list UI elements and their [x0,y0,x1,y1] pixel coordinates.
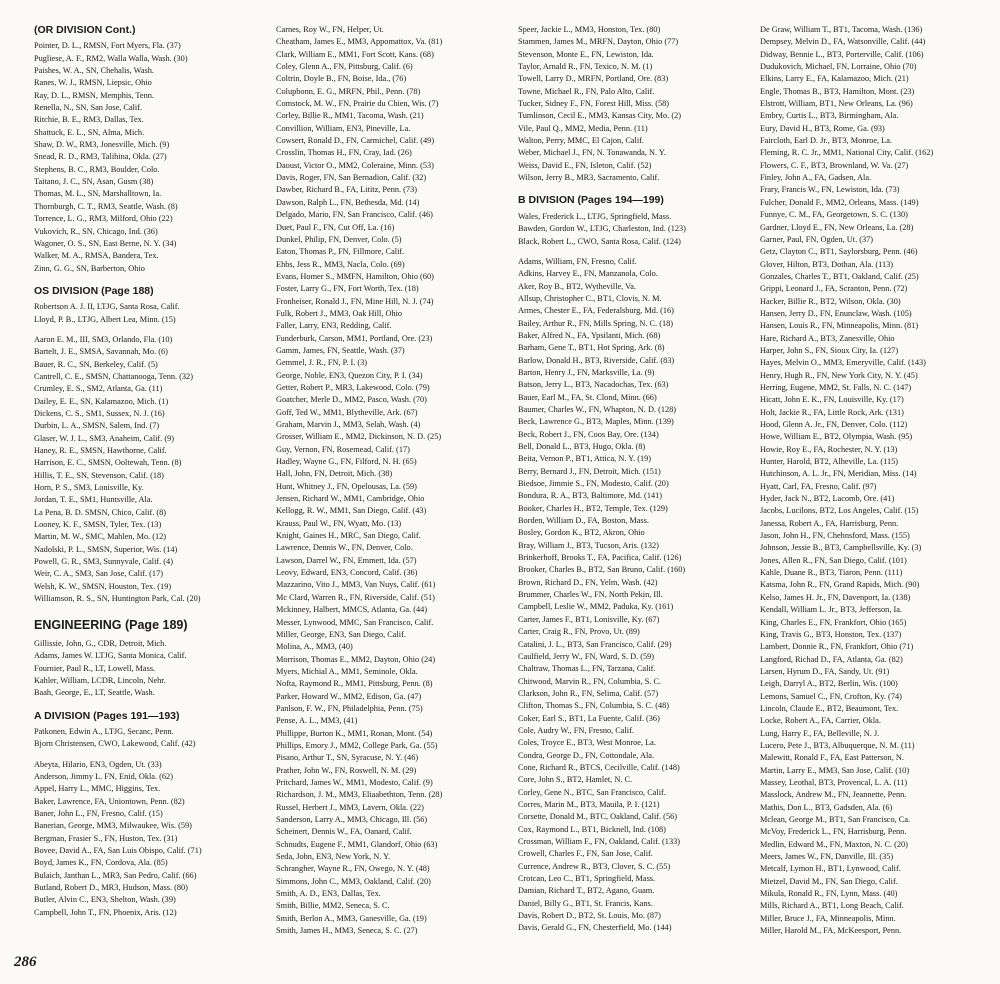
roster-entry: Core, John S., BT2, Hamlet, N. C. [518,775,633,785]
roster-entry: Bailey, Arthur R., FN, Mills Spring, N. C. (18) [518,318,674,328]
roster-entry: Fronheiser, Ronald J., FN, Mine Hill, N. J. (74) [276,296,434,306]
roster-entry: Comstock, M. W., FN, Prairie du Chien, Wis. (7) [276,99,439,109]
roster-entry: Didway, Bennie L., BT3, Porterville, Calif. (106) [760,49,924,59]
roster-entry: Coltrin, Doyle B., FN, Boise, Ida., (76) [276,74,407,84]
roster-entry: Seda, John, EN3, New York, N. Y. [276,852,391,862]
roster-entry: Pugliese, A. F., RM2, Walla Walla, Wash. (30) [34,53,188,63]
roster-entry: Miller, Bruce J., FA, Minneapolis, Minn. [760,913,896,923]
roster-entry: Taylor, Arnald R., FN, Texico, N. M. (1) [518,62,653,72]
roster-entry: Fournier, Paul R., LT, Lowell, Mass. [34,663,156,673]
roster-entry: Snead, R. D., RM3, Talihina, Okla. (27) [34,152,167,162]
roster-entry: Bondura, R. A., BT3, Baltimore, Md. (141) [518,491,663,501]
roster-entry: Grippi, Leonard J., FA, Scranton, Penn. (72) [760,284,908,294]
roster-entry: Grosser, William E., MM2, Dickinson, N. D. (25) [276,432,442,442]
roster-entry: Weber, Michael J., FN, N. Tonawanda, N. Y. [518,148,666,158]
roster-entry: Flowers, C. F., BT3, Brownland, W. Va. (27) [760,160,909,170]
roster-entry: Barlow, Donald H., BT3, Riverside, Calif. (83) [518,355,675,365]
roster-entry: Wagoner, O. S., SN, East Berne, N. Y. (34) [34,238,177,248]
roster-entry: Mathis, Don L., BT3, Gadsden, Ala. (6) [760,802,893,812]
roster-entry: Cowsert, Ronald D., FN, Carmichel, Calif. (49) [276,136,435,146]
roster-entry: Knight, Gaines H., MRC, San Diego, Calif. [276,531,421,541]
roster-entry: Shattuck, E. L., SN, Alma, Mich. [34,127,145,137]
roster-entry: Currence, Andrew R., BT3, Clover, S. C. (55) [518,861,671,871]
roster-entry: Frary, Francis W., FN, Lewiston, Ida. (73) [760,185,900,195]
roster-entry: George, Noble, EN3, Quezon City, P. I. (34) [276,370,423,380]
roster-entry: Taitano, J. C., SN, Asan, Gusm (38) [34,177,154,187]
roster-entry: Henry, Hugh R., FN, New York City, N. Y. (45) [760,370,918,380]
roster-entry: Mills, Richard A., BT1, Long Beach, Calif. [760,901,904,911]
roster-entry: Jones, Allen R., FN, San Diego, Calif. (101) [760,555,907,565]
roster-entry: Hood, Glenn A. Jr., FN, Denver, Colo. (112) [760,420,908,429]
roster-entry: Miller, Harold M., FA, McKeesport, Penn. [760,926,902,936]
spacer [518,248,758,256]
roster-entry: Johnson, Jessie B., BT3, Campbellsville, Ky. (3) [760,543,922,553]
roster-entry: Aaron E. M., III, SM3, Orlando, Fla. (10) [34,334,173,344]
roster-entry: Clark, William E., MM1, Fort Scott, Kans. (68) [276,49,434,59]
roster-entry: Coles, Troyce E., BT3, West Monroe, La. [518,738,656,748]
roster-entry: Carter, James F., BT1, Lonisville, Ky. (67) [518,614,660,624]
roster-entry: Cantrell, C. E., SMSN, Chattanooga, Tenn. (32) [34,371,193,381]
roster-entry: Katsma, John R., FN, Grand Rapids, Mich. (90) [760,580,920,590]
roster-entry: Fleming, R. C. Jr., MM1, National City, Calif. (162) [760,148,934,158]
roster-entry: Carnes, Roy W., FN, Helper, Ut. [276,25,384,34]
roster-entry: Tucker, Sidney F., FN, Forest Hill, Miss. (58) [518,99,670,109]
roster-entry: Howe, William E., BT2, Olympia, Wash. (95) [760,432,913,442]
roster-entry: Wilson, Jerry B., MR3, Sacramento, Calif. [518,173,660,183]
roster-entry: Corley, Billie R., MM1, Tacoma, Wash. (21) [276,111,424,121]
roster-entry: Finley, John A., FA, Gadsen, Ala. [760,173,872,183]
roster-entry: Hunter, Harold, BT2, Alheville, La. (115) [760,457,899,467]
roster-entry: Hyder, Jack N., BT2, Lacomb, Ore. (41) [760,494,895,504]
roster-entry: Haney, R. E., SMSN, Hawthorne, Calif. [34,446,167,455]
roster-entry: Robertson A. J. II, LTJG, Santa Rosa, Calif. [34,302,180,312]
roster-entry: Lambert, Donnie R., FN, Frankfort, Ohio (71) [760,642,914,652]
roster-entry: Thomas, M. L., SN, Marshalltown, Ia. [34,189,162,199]
roster-entry: Walker, M. A., RMSA, Bandera, Tex. [34,251,159,261]
roster-entry: Hunt, Whitney J., FN, Opelousas, La. (59) [276,481,417,491]
roster-entry: Thornburgh, C. T., RM3, Seattle, Wash. (8) [34,201,178,211]
roster-entry: Condra, George D., FN, Cottondale, Ala. [518,750,655,760]
roster-entry: Cheatham, James E., MM3, Appomattox, Va. (81) [276,37,443,47]
roster-entry: Glaser, W. J. L., SM3, Anaheim, Calif. (9) [34,433,175,443]
roster-entry: Paishes, W. A., SN, Chehalis, Wash. [34,66,154,76]
roster-entry: Jordan, T. E., SM1, Huntsville, Ala. [34,495,153,505]
roster-entry: De Graw, William T., BT1, Tacoma, Wash. (136) [760,25,923,34]
roster-entry: Pritchard, James W., MM1, Modesto, Calif. (9) [276,777,433,787]
roster-entry: Stevenson, Monte E., FN, Lewiston, Ida. [518,49,654,59]
roster-entry: Adams, William, FN, Fresno, Calif. [518,256,637,266]
roster-entry: Faller, Larry, EN3, Redding, Calif. [276,321,392,331]
section-heading: OS DIVISION (Page 188) [34,284,154,297]
roster-entry: Nadolski, P. L., SMSN, Superior, Wis. (14) [34,544,178,554]
spacer [34,751,274,759]
roster-entry: Caulfield, Jerry W., FN, Ward, S. D. (59) [518,651,655,661]
roster-entry: Richardson, J. M., MM3, Eliaabethton, Tenn. (28) [276,790,443,800]
roster-entry: La Pena, B. D. SMSN, Chico, Calif. (8) [34,507,167,517]
roster-entry: Beck, Lawrence G., BT3, Maples, Minn. (139) [518,417,674,427]
roster-entry: King, Travis G., BT3, Honston, Tex. (137) [760,629,902,639]
roster-entry: Howie, Roy E., FA, Rochester, N. Y. (13) [760,444,898,454]
roster-entry: Foster, Larry G., FN, Fort Worth, Tex. (18) [276,284,419,294]
roster-entry: Morrison, Thomas E., MM2, Dayton, Ohio (24) [276,654,436,664]
roster-entry: Hansen, Louis R., FN, Minneapolis, Minn. (81) [760,321,919,331]
roster-entry: Cole, Audry W., FN, Fresno, Calif. [518,725,634,735]
roster-entry: Funderburk, Carson, MM1, Portland, Ore. (23) [276,333,433,343]
roster-entry: Baker, Lawrence, FA, Uniontown, Penn. (82) [34,796,185,806]
roster-entry: Chitwood, Marvin R., FN, Columbia, S. C. [518,676,662,686]
roster-entry: Mikula, Ronald R., FN, Lynn, Mass. (40) [760,889,898,899]
roster-entry: Speer, Jackie L., MM3, Honston, Tex. (80) [518,25,661,34]
roster-entry: Pointer, D. L., RMSN, Fort Myers, Fla. (37) [34,41,181,51]
roster-entry: Schnudts, Eugene F., MM1, Glandorf, Ohio (63) [276,839,438,849]
roster-entry: Fulcher, Donald F., MM2, Orleans, Mass. (149) [760,197,919,207]
roster-entry: Duet, Paul F., FN, Cut Off, La. (16) [276,222,395,232]
section-heading: ENGINEERING (Page 189) [34,618,188,633]
roster-entry: Nofta, Raymond R., MM1, Pittsburg, Penn. (8) [276,679,433,689]
roster-entry: Cox, Raymond L., BT1, Bicknell, Ind. (108) [518,824,666,834]
roster-entry: Bergman, Frasier S., FN, Huston, Tex. (31) [34,833,178,843]
roster-entry: Adams, James W. LTJG, Santa Monica, Calif. [34,651,187,661]
roster-entry: Daniel, Billy G., BT1, St. Francis, Kans. [518,898,653,908]
roster-entry: Looney, K. F., SMSN, Tyler, Tex. (13) [34,520,162,530]
roster-entry: Hyatt, Carl, FA, Fresno, Calif. (97) [760,481,877,491]
roster-entry: Harrison, E. C., SMSN, Ooltewah, Tenn. (8) [34,458,182,468]
roster-entry: Shaw, D. W., RM3, Jonesville, Mich. (9) [34,140,170,150]
roster-entry: Butler, Alvin C., EN3, Shelton, Wash. (39) [34,895,176,905]
roster-entry: Boyd, James K., FN, Cordova, Ala. (85) [34,858,168,868]
roster-entry: Ehbs, Jess R., MM3, Nacla, Colo. (69) [276,259,405,269]
roster-entry: Parker, Howard W., MM2, Edison, Ga. (47) [276,691,422,701]
roster-entry: Glover, Hilton, BT3, Dothan, Ala. (113) [760,259,894,269]
roster-entry: Dailey, E. E., SN, Kalamazoo, Mich. (1) [34,396,169,406]
roster-entry: Dunkel, Philip, FN, Denver, Colo. (5) [276,234,402,244]
roster-entry: Walton, Perry, MMC, El Cajon, Calif. [518,136,645,146]
roster-entry: Krauss, Paul W., FN, Wyatt, Mo. (13) [276,518,402,528]
roster-entry: Evans, Homer S., MMFN, Hamilton, Ohio (60) [276,271,434,281]
roster-entry: Phillippe, Burton K., MM1, Ronan, Mont. (54) [276,728,433,738]
roster-entry: Allsup, Christopher C., BT1, Clovis, N. M. [518,293,662,303]
section-heading: (OR DIVISION Cont.) [34,24,136,36]
roster-entry: Eury, David H., BT3, Rome, Ga. (93) [760,123,885,133]
roster-entry: Smith, Billie, MM2, Seneca, S. C. [276,901,390,911]
roster-entry: Campbell, Leslie W., MM2, Paduka, Ky. (161) [518,602,674,612]
roster-entry: Gillissie, John, G., CDR, Detroit, Mich. [34,638,167,648]
roster-entry: Hillis, T. E., SN, Stevenson, Calif. (18) [34,470,164,480]
roster-entry: Adkins, Harvey E., FN, Manzanola, Colo. [518,269,658,279]
roster-entry: Bjorn Christensen, CWO, Lakewood, Calif. (42) [34,739,196,749]
roster-entry: Kellogg, R. W., MM1, San Diego, Calif. (43) [276,506,427,516]
column-4 [760,24,976,954]
roster-entry: Bulaich, Janthan L., MR3, San Pedro, Calif. (66) [34,870,197,880]
roster-entry: Getter, Robert P., MR3, Lakewood, Colo. (79) [276,382,430,392]
roster-entry: Jacobs, Lucilons, BT2, Los Angeles, Calif. (15) [760,506,919,516]
roster-entry: Baumer, Charles W., FN, Whapton, N. D. (128) [518,404,677,414]
roster-entry: Lloyd, P. B., LTJG, Albert Lea, Minn. (15) [34,314,176,324]
roster-entry: Phillips, Emory J., MM2, College Park, Ga. (55) [276,740,438,750]
roster-entry: Getz, Clayton C., BT1, Saylorsburg, Penn. (46) [760,247,918,257]
roster-entry: Bosley, Gordon K., BT2, Akron, Ohio [518,528,645,538]
roster-entry: Durbin, L. A., SMSN, Salem, Ind. (7) [34,421,160,431]
roster-entry: Borden, William D., FA, Boston, Mass. [518,516,649,526]
roster-entry: Stephens, B. C., RM3, Boulder, Colo. [34,164,160,174]
roster-entry: Baah, George, E., LT, Seattle, Wash. [34,688,155,698]
roster-entry: Vukovich, R., SN, Chicago, Ind. (36) [34,226,158,236]
roster-entry: Barham, Gene T., BT1, Hot Spring, Ark. (8) [518,343,665,353]
roster-entry: Dempsey, Melvin D., FA, Watsonville, Calif. (44) [760,37,926,47]
roster-entry: Banerian, George, MM3, Milwaukee, Wis. (59) [34,821,192,831]
roster-entry: Hutchinson, A. L. Jr., FN, Meridian, Miss. (14) [760,469,917,479]
roster-entry: Smith, A. D., EN3, Dallas, Tex. [276,889,381,899]
roster-entry: Engle, Thomas B., BT3, Hamilton, Mont. (23) [760,86,915,96]
roster-entry: Hacker, Billie R., BT2, Wilson, Okla. (30) [760,296,901,306]
roster-entry: Langford, Richad D., FA, Atlanta, Ga. (82) [760,654,903,664]
roster-entry: Clifton, Thomas S., FN, Columbia, S. C. (48) [518,701,670,711]
roster-entry: Smith, James H., MM3, Seneca, S. C. (27) [276,926,418,936]
roster-entry: Lung, Harry F., FA, Belleville, N. J. [760,728,880,738]
roster-entry: Medlin, Edward M., FN, Maxton, N. C. (20) [760,839,908,849]
directory-page [34,24,974,954]
roster-entry: Hadley, Wayne G., FN, Filford, N. H. (65) [276,457,417,467]
roster-entry: Mclean, George M., BT1, San Francisco, Ca. [760,815,911,824]
roster-entry: Brinkerhoff, Brooks T., FA, Pacifica, Calif. (126) [518,553,682,563]
roster-entry: Hall, John, FN, Detroit, Mich. (38) [276,469,393,479]
roster-entry: Leovy, Edward, EN3, Concord, Calif. (36) [276,568,418,578]
roster-entry: Anderson, Jimmy L. FN, Enid, Okla. (62) [34,771,173,781]
roster-entry: Simmons, John C., MM3, Oakland, Calif. (20) [276,876,431,886]
roster-entry: Goatcher, Merle D., MM2, Pasco, Wash. (70) [276,395,427,405]
roster-entry: Scheinert, Dennis W., FA, Oanard, Calif. [276,827,412,837]
roster-entry: Williamson, R. S., SN, Huntington Park, Cal. (20) [34,594,201,604]
roster-entry: Welsh, K. W., SMSN, Houston, Tex. (19) [34,581,172,591]
roster-entry: Davis, Roger, FN, San Bernadion, Calif. (32) [276,173,427,183]
section-heading: A DIVISION (Pages 191—193) [34,709,180,722]
roster-entry: Martin, M. W., SMC, Mahlen, Mo. (12) [34,532,167,542]
roster-entry: Chaltraw, Thomas L., FN, Tarzana, Calif. [518,664,656,674]
roster-entry: Aker, Roy B., BT2, Wytheville, Va. [518,281,637,291]
roster-entry: Kelso, James H. Jr., FN, Davenport, Ia. (138) [760,592,911,602]
roster-entry: Hayes, Melvin O., MM3, Emeryville, Calif. (143) [760,358,926,368]
roster-entry: Towne, Michael R., FN, Palo Alto, Calif. [518,86,655,96]
roster-entry: Holt, Jackie R., FA, Little Rock, Ark. (131) [760,407,904,417]
roster-entry: Convillion, William, EN3, Pineville, La. [276,123,411,133]
roster-entry: Miller, George, EN3, San Diego, Calif. [276,629,406,639]
roster-entry: Abeyta, Hilario, EN3, Ogden, Ut. (33) [34,759,162,769]
roster-entry: Torrence, L. G., RM3, Milford, Ohio (22) [34,214,173,224]
roster-entry: Pense, A. L., MM3, (41) [276,716,358,726]
roster-entry: Malewitt, Ronald F., FA, East Patterson, N. [760,753,904,763]
roster-entry: Embry, Curtis L., BT3, Birmingham, Ala. [760,111,899,121]
roster-entry: Gamm, James, FN, Seattle, Wash. (37) [276,345,405,355]
roster-entry: Jason, John H., FN, Chehnsford, Mass. (155) [760,531,910,541]
roster-entry: Metcalf, Lymon H., BT1, Lynwood, Calif. [760,864,901,874]
roster-entry: Bauer, Earl M., FA, St. Clond, Minn. (66) [518,392,657,402]
roster-entry: Kahle, Duane R., BT3, Tiaron, Penn. (111) [760,568,903,578]
roster-entry: Weir, C. A., SM3, San Jose, Calif. (17) [34,569,163,579]
roster-entry: Hansen, Jerry D., FN, Enunclaw, Wash. (105) [760,308,912,318]
roster-entry: Sanderson, Larry A., MM3, Chicago, Ill. (56) [276,815,428,824]
roster-entry: Dudukovich, Michael, FN, Lorraine, Ohio (70) [760,62,917,72]
roster-entry: Renella, N., SN, San Jose, Calif. [34,103,143,113]
roster-entry: Gonzales, Charles T., BT1, Oakland, Calif. (25) [760,271,919,281]
roster-entry: Crowell, Charles F., FN, San Jose, Calif. [518,849,653,859]
roster-entry: Barton, Henry J., FN, Marksville, La. (9) [518,367,655,377]
roster-entry: Russel, Herbert J., MM3, Lavern, Okla. (22) [276,802,424,812]
roster-entry: Lucero, Pete J., BT3, Albuquerque, N. M. (11) [760,740,915,750]
roster-entry: Crosslin, Thomas H., FN, Cray, Iad. (26) [276,148,412,158]
roster-entry: Colupbonn, E. G., MRFN, Phil., Penn. (78) [276,86,421,96]
page-number: 286 [14,954,37,970]
roster-entry: Eaton, Thomas P., FN, Fillmore, Calif. [276,247,405,257]
roster-entry: Brummer, Charles W., FN, North Pekin, Ill. [518,590,663,600]
column-1 [34,24,274,954]
roster-entry: Locke, Robert A., FA, Carrier, Okla. [760,716,881,726]
roster-entry: Elkins, Larry E., FA, Kalamazoo, Mich. (21) [760,74,909,84]
roster-entry: Guy, Vernon, FN, Rosemead, Calif. (17) [276,444,410,454]
roster-entry: Baner, John L., FN, Fresno, Calif. (15) [34,808,163,818]
roster-entry: Armes, Chester E., FA, Federalsburg, Md. (16) [518,306,674,316]
roster-entry: Herring, Eugene, MM2, St. Falls, N. C. (147) [760,382,912,392]
roster-entry: Crossman, William F., FN, Oakland, Calif. (133) [518,837,681,846]
roster-entry: Weiss, David E., FN, Isleton, Calif. (52) [518,160,652,170]
roster-entry: Lemons, Samuel C., FN, Crofton, Ky. (74) [760,691,902,701]
roster-entry: Mc Clard, Warren R., FN, Riverside, Calif. (51) [276,592,435,602]
roster-entry: Lawrence, Dennis W., FN, Denver, Colo. [276,543,413,553]
roster-entry: Horn, P. S., SM3, Lonisville, Ky. [34,483,144,493]
roster-entry: Damian, Richard T., BT2, Agano, Guam. [518,886,655,896]
roster-entry: Schrangher, Wayne R., FN, Owego, N. Y. (48) [276,864,430,874]
roster-entry: Catalini, J. L., BT3, San Francisco, Calif. (29) [518,639,672,649]
roster-entry: Crumley, E. S., SM2, Atlanta, Ga. (11) [34,384,163,394]
roster-entry: Biedsoe, Jimmie S., FN, Modesto, Calif. (20) [518,479,669,489]
roster-entry: Batson, Jerry L., BT3, Nacadochas, Tex. (63) [518,380,669,390]
roster-entry: Panlson, F. W., FN, Philadelphia, Penn. (75) [276,703,423,713]
roster-entry: Clarkson, John R., FN, Selima, Calif. (57) [518,688,659,698]
column-3 [518,24,758,954]
roster-entry: Corres, Marin M., BT3, Mauila, P. I. (121) [518,799,660,809]
roster-entry: Mietzel, David M., FN, San Diego, Calif. [760,876,898,886]
roster-entry: Prather, John W., FN, Roswell, N. M. (29) [276,765,417,775]
roster-entry: Carter, Craig R., FN, Provo, Ut. (89) [518,627,640,637]
roster-entry: Smith, Berlon A., MM3, Ganesville, Ga. (19) [276,913,427,923]
roster-entry: McVoy, Frederick L., FN, Harrisburg, Penn. [760,827,907,837]
roster-entry: Graham, Marvin J., MM3, Selah, Wash. (4) [276,420,421,429]
roster-entry: Mazzarino, Vito J., MM3, Van Nuys, Calif. (61) [276,580,436,590]
roster-entry: Janessa, Robert A., FA, Harrisburg, Penn. [760,518,899,528]
roster-entry: Bray, William J., BT3, Tucson, Aris. (132) [518,540,659,550]
roster-entry: Davis, Gerald G., FN, Chesterfield, Mo. (144) [518,923,672,933]
roster-entry: Tumlinson, Cecil E., MM3, Kansas City, Mo. (2) [518,111,682,121]
roster-entry: Hare, Richard A., BT3, Zanesville, Ohio [760,333,895,343]
roster-entry: Bauer, R. C., SN, Berkeley, Calif. (5) [34,359,158,369]
roster-entry: Crotcan, Leo C., BT1, Springfield, Mass. [518,874,656,884]
roster-entry: Wales, Frederick L., LTJG, Springfield, Mass. [518,211,672,221]
roster-entry: Harper, John S., FN, Sioux City, Ia. (127) [760,345,899,355]
roster-entry: Elstrott, William, BT1, New Orleans, La. (96) [760,99,913,109]
roster-entry: Larsen, Hyrum D., FA, Sandy, Ut. (91) [760,666,890,676]
roster-entry: Ranes, W. J., RMSN, Liepsic, Ohio [34,78,152,88]
roster-entry: Myers, Michial A., MM1, Seminole, Okla. [276,666,418,676]
roster-entry: Delgado, Mario, FN, San Francisco, Calif. (46) [276,210,433,220]
roster-entry: Garner, Paul, FN, Ogden, Ut. (37) [760,234,874,244]
roster-entry: Vile, Paul Q., MM2, Media, Penn. (11) [518,123,648,133]
roster-entry: Masslock, Andrew M., FN, Jeannette, Penn. [760,790,907,800]
roster-entry: Beck, Robert J., FN, Coos Bay, Ore. (134) [518,429,659,439]
roster-entry: Baker, Alfred N., FA, Ypsilanti, Mich. (68) [518,330,661,340]
roster-entry: Towell, Larry D., MRFN, Portland, Ore. (83) [518,74,669,84]
roster-entry: Appel, Harry L., MMC, Higgins, Tex. [34,784,161,794]
roster-entry: Dickens, C. S., SM1, Sussex, N. J. (16) [34,408,165,418]
roster-entry: Stammen, James M., MRFN, Dayton, Ohio (77) [518,37,679,47]
roster-entry: Fulk, Robert J., MM3, Oak Hill, Ohio [276,308,403,318]
roster-entry: Dawber, Richard B., FA, Lititz, Penn. (73) [276,185,417,195]
roster-entry: Coley, Glenn A., FN, Pittsburg, Calif. (6) [276,62,413,72]
roster-entry: Kahler, William, LCDR, Lincoln, Nehr. [34,675,166,685]
roster-entry: Pisano, Arthur T., SN, Syracuse, N. Y. (46) [276,753,419,763]
roster-entry: King, Charles E., FN, Frankfort, Ohio (165) [760,617,907,627]
roster-entry: Bell, Donald L., BT3, Hugo, Okla. (8) [518,442,646,451]
roster-entry: Martin, Larry E., MM3, San Jose, Calif. (10) [760,765,910,775]
roster-entry: Campbell, John T., FN, Phoenix, Aris. (12) [34,907,177,917]
roster-entry: Brown, Richard D., FN, Yelm, Wash. (42) [518,577,658,587]
roster-entry: Bovee, David A., FA, San Luis Obispo, Calif. (71) [34,845,202,855]
roster-entry: Butland, Robert D., MR3, Hudson, Mass. (80) [34,883,188,892]
roster-entry: Ritchie, B. E., RM3, Dallas, Tex. [34,115,144,125]
section-heading: B DIVISION (Pages 194—199) [518,194,664,207]
roster-entry: Molina, A., MM3, (40) [276,642,353,652]
roster-entry: Davis, Robert D., BT2, St. Louis, Mo. (87) [518,911,661,921]
roster-entry: Lincoln, Claude E., BT2, Beaumont, Tex. [760,703,899,713]
roster-entry: Dawson, Ralph L., FN, Bethesda, Md. (14) [276,197,420,207]
roster-entry: Bawden, Gordon W., LTJG, Charleston, Ind. (123) [518,224,686,234]
roster-entry: Daoust, Victor O., MM2, Coleraine, Minn. (53) [276,160,434,170]
roster-entry: Leigh, Darryl A., BT2, Berlin, Wis. (100) [760,679,898,689]
roster-entry: Messer, Lynwood, MMC, San Francisco, Calif. [276,617,434,627]
roster-entry: Jensen, Richard W., MM1, Cambridge, Ohio [276,494,425,504]
roster-entry: Cone, Richard R., BTCS, Cecilville, Calif. (148) [518,762,680,772]
roster-entry: Gardner, Lloyd E., FN, New Orleans, La. (28) [760,222,914,232]
roster-entry: Bartelt, J. E., SMSA, Savannah, Mo. (6) [34,347,168,357]
roster-entry: Ray, D. L., RMSN, Memphis, Tenn. [34,90,154,100]
roster-entry: Black, Robert L., CWO, Santa Rosa, Calif. (124) [518,236,681,246]
roster-entry: Goff, Ted W., MM1, Blytheville, Ark. (67) [276,407,418,417]
roster-entry: Powell, G. R., SM3, Sunnyvale, Calif. (4) [34,557,173,567]
roster-entry: Mckinney, Halbert, MMCS, Atlanta, Ga. (44) [276,605,428,615]
roster-entry: Beita, Vernon P., BT1, Attica, N. Y. (19) [518,454,652,464]
roster-entry: Coker, Earl S., BT1, La Fuente, Calif. (36) [518,713,660,723]
roster-entry: Hicatt, John E. K., FN, Louisville, Ky. (17) [760,395,904,405]
roster-entry: Corley, Gene N., BTC, San Francisco, Calif. [518,787,666,797]
roster-entry: Brooker, Charles B., BT2, San Bruno, Calif. (160) [518,565,686,575]
roster-entry: Funnye, C. M., FA, Georgetown, S. C. (130) [760,210,908,220]
roster-entry: Berry, Bernard J., FN, Detroit, Mich. (151) [518,466,661,476]
roster-entry: Massey, Leothal, BT3, Provencal, L. A. (11) [760,777,908,787]
spacer [34,326,274,334]
column-2 [276,24,516,954]
roster-entry: Patkonen, Edwin A., LTJG, Secanc, Penn. [34,726,174,736]
roster-entry: Faircloth, Earl D. Jr., BT3, Monroe, La. [760,136,893,146]
roster-entry: Gemmel, J. R., FN, P. I. (3) [276,358,368,368]
roster-entry: Lawson, Darrel W., FN, Emmett, Ida. (57) [276,555,417,565]
roster-entry: Kendall, William L. Jr., BT3, Jefferson, Ia. [760,605,902,615]
roster-entry: Zinn, G. G., SN, Barberton, Ohio [34,263,145,273]
roster-entry: Corsette, Donald M., BTC, Oakland, Calif. (56) [518,812,677,822]
roster-entry: Meers, James W., FN, Danville, Ill. (35) [760,852,894,862]
roster-entry: Booker, Charles H., BT2, Temple, Tex. (129) [518,503,668,513]
